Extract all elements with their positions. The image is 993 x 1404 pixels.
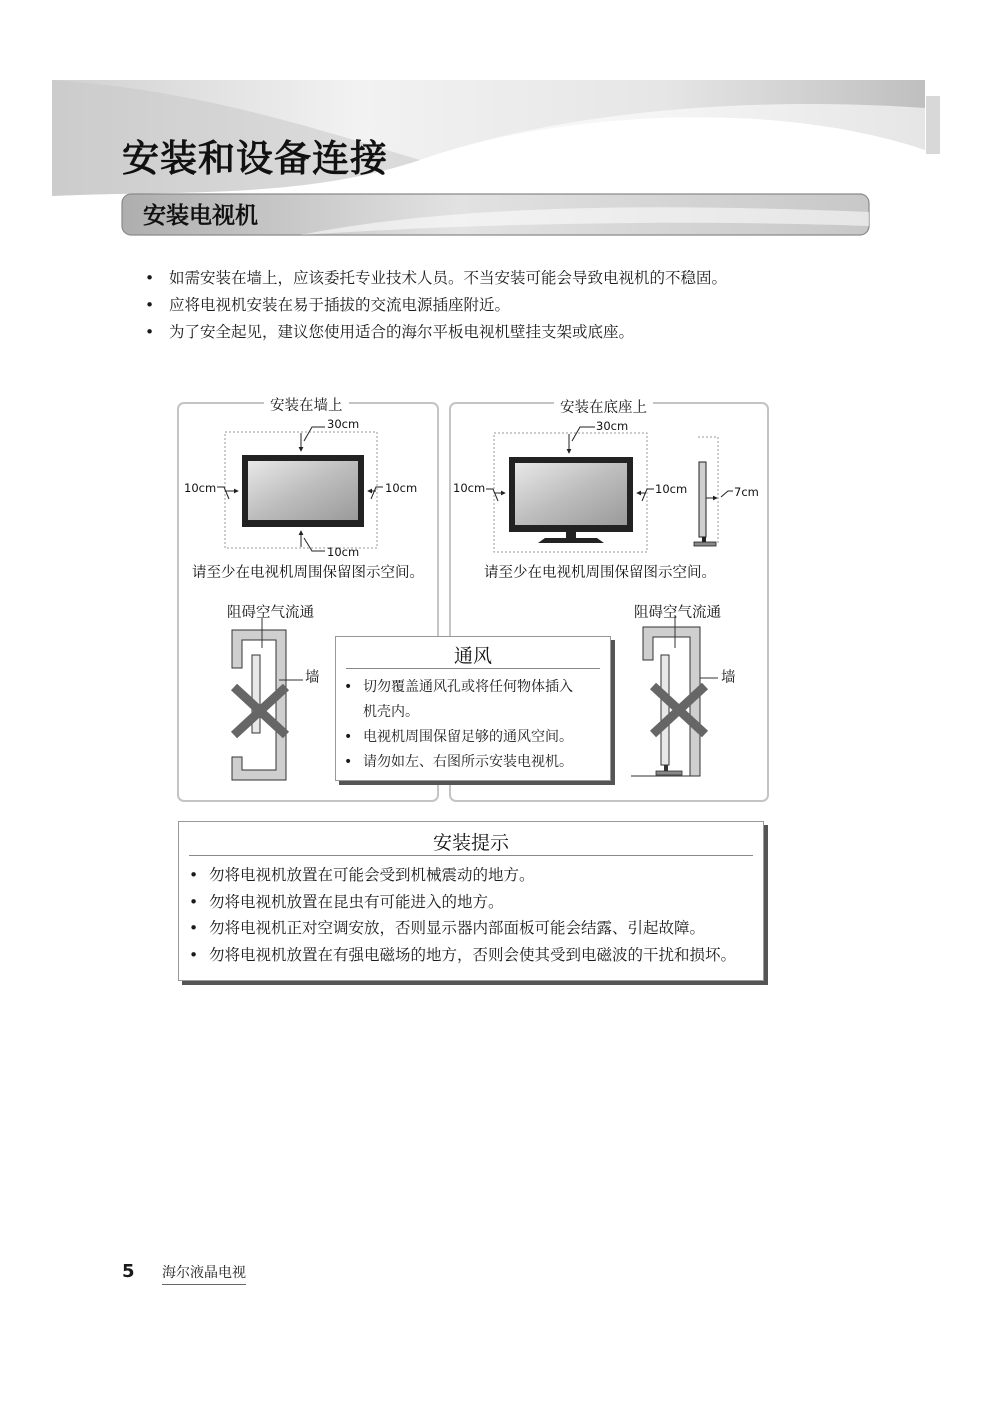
bullet-icon: • xyxy=(189,866,199,884)
blocked-airflow-left-label: 阻碍空气流通 xyxy=(227,605,314,621)
list-item: • 勿将电视机放置在有强电磁场的地方，否则会使其受到电磁波的干扰和损坏。 xyxy=(189,942,736,969)
list-item: • 请勿如左、右图所示安装电视机。 xyxy=(344,750,573,775)
footer-brand: 海尔液晶电视 xyxy=(162,1262,246,1285)
wall-label-left: 墙 xyxy=(305,670,320,686)
bullet-icon: • xyxy=(344,729,353,745)
list-item: • 勿将电视机放置在昆虫有可能进入的地方。 xyxy=(189,889,736,916)
wall-right-clearance: 10cm xyxy=(385,481,418,495)
tips-title: 安装提示 xyxy=(432,832,509,854)
stand-mount-label: 安装在底座上 xyxy=(554,396,653,417)
installation-tips-box xyxy=(178,821,764,981)
stand-side-view-icon xyxy=(694,437,733,546)
ventilation-title: 通风 xyxy=(453,645,492,667)
stand-left-clearance: 10cm xyxy=(453,481,486,495)
list-item-continuation: 机壳内。 xyxy=(363,704,419,720)
blocked-airflow-left-icon xyxy=(232,618,303,780)
stand-caption: 请至少在电视机周围保留图示空间。 xyxy=(484,565,716,581)
page-number: 5 xyxy=(122,1261,135,1282)
wall-top-clearance: 30cm xyxy=(327,417,360,431)
wall-mount-label: 安装在墙上 xyxy=(264,394,349,415)
stand-tv-icon xyxy=(494,433,647,552)
bullet-icon: • xyxy=(344,754,353,770)
tips-list xyxy=(189,862,736,968)
bullet-icon: • xyxy=(145,296,155,314)
wall-bottom-clearance: 10cm xyxy=(327,545,360,559)
list-item: • 为了安全起见，建议您使用适合的海尔平板电视机壁挂支架或底座。 xyxy=(145,319,727,346)
stand-top-clearance: 30cm xyxy=(596,419,629,433)
list-item: • 如需安装在墙上，应该委托专业技术人员。不当安装可能会导致电视机的不稳固。 xyxy=(145,265,727,292)
list-item: • 切勿覆盖通风孔或将任何物体插入 xyxy=(344,675,573,700)
page-title: 安装和设备连接 xyxy=(122,137,388,180)
blocked-airflow-right-icon xyxy=(631,615,718,776)
bullet-icon: • xyxy=(344,679,353,695)
list-item: • 应将电视机安装在易于插拔的交流电源插座附近。 xyxy=(145,292,727,319)
ventilation-list xyxy=(344,675,573,775)
section-title: 安装电视机 xyxy=(143,203,258,229)
list-item: • 勿将电视机放置在可能会受到机械震动的地方。 xyxy=(189,862,736,889)
stand-back-clearance: 7cm xyxy=(734,485,759,499)
wall-caption: 请至少在电视机周围保留图示空间。 xyxy=(192,565,424,581)
bullet-icon: • xyxy=(145,269,155,287)
bullet-icon: • xyxy=(189,945,199,964)
divider xyxy=(346,668,600,669)
divider xyxy=(189,855,753,856)
stand-right-clearance: 10cm xyxy=(655,482,688,496)
ventilation-box xyxy=(335,636,611,781)
bullet-icon: • xyxy=(189,892,199,911)
bullet-icon: • xyxy=(145,323,155,341)
bullet-icon: • xyxy=(189,919,199,937)
blocked-airflow-right-label: 阻碍空气流通 xyxy=(634,605,721,621)
wall-left-clearance: 10cm xyxy=(184,481,217,495)
list-item: • 电视机周围保留足够的通风空间。 xyxy=(344,725,573,750)
list-item: • 勿将电视机正对空调安放，否则显示器内部面板可能会结露、引起故障。 xyxy=(189,915,736,942)
wall-label-right: 墙 xyxy=(721,670,736,686)
